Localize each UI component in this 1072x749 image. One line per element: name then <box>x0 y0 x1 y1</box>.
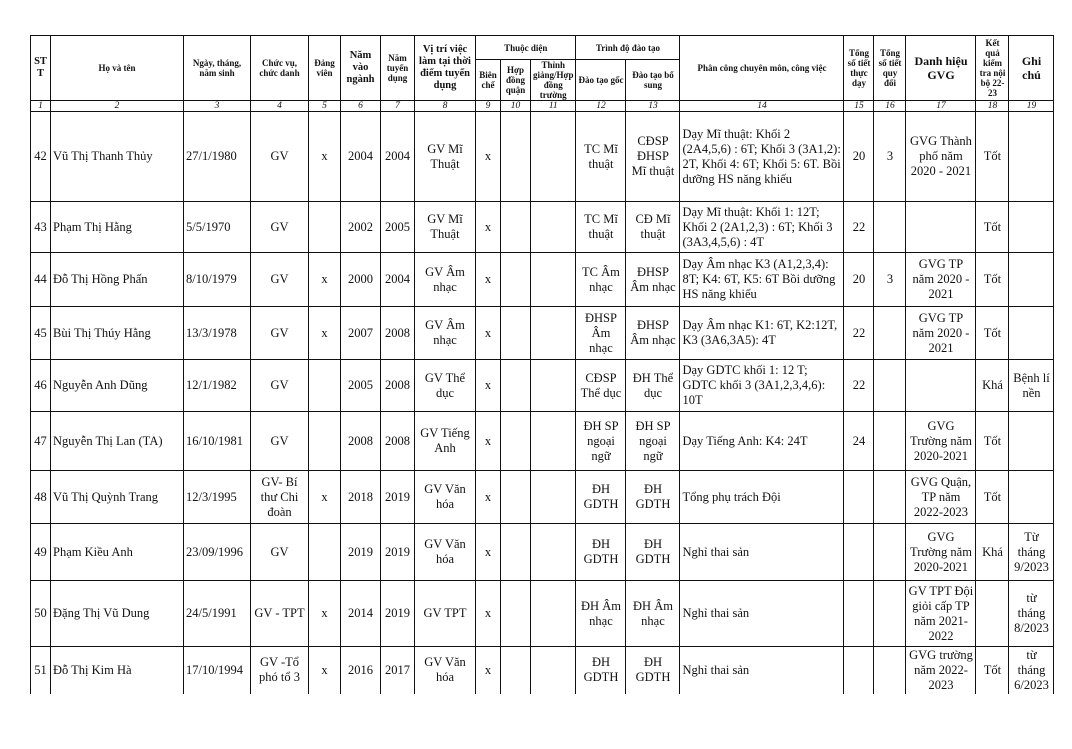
header-converted-periods: Tổng số tiết quy đổi <box>874 36 906 101</box>
cell-assignment: Nghỉ thai sản <box>680 524 844 581</box>
cell-party-member: x <box>309 647 341 694</box>
cell-gvg-title: GVG TP năm 2020 - 2021 <box>906 253 976 307</box>
cell-stt: 50 <box>31 581 51 647</box>
cell-party-member: x <box>309 307 341 360</box>
cell-position: GV Văn hóa <box>415 471 476 524</box>
cell-stt: 45 <box>31 307 51 360</box>
cell-role: GV <box>251 360 309 412</box>
cell-teaching-periods: 24 <box>844 412 874 471</box>
cell-additional-training: ĐH GDTH <box>626 471 680 524</box>
cell-name: Phạm Thị Hằng <box>51 202 184 253</box>
cell-position: GV Văn hóa <box>415 647 476 694</box>
cell-party-member: x <box>309 581 341 647</box>
cell-additional-training: ĐH GDTH <box>626 524 680 581</box>
column-number: 18 <box>976 101 1009 112</box>
cell-original-training: ĐH GDTH <box>576 647 626 694</box>
staff-table <box>30 35 1054 694</box>
cell-teaching-periods: 20 <box>844 112 874 202</box>
cell-year-hired: 2017 <box>381 647 415 694</box>
header-inspection-result: Kết quả kiểm tra nội bộ 22- 23 <box>976 36 1009 101</box>
cell-year-entered: 2016 <box>341 647 381 694</box>
header-original-training: Đào tạo gốc <box>576 60 626 101</box>
cell-gvg-title: GVG Thành phố năm 2020 - 2021 <box>906 112 976 202</box>
cell-position: GV TPT <box>415 581 476 647</box>
cell-name: Phạm Kiều Anh <box>51 524 184 581</box>
cell-converted-periods: 3 <box>874 253 906 307</box>
cell-school-contract <box>531 647 576 694</box>
cell-dob: 8/10/1979 <box>184 253 251 307</box>
cell-year-entered: 2002 <box>341 202 381 253</box>
cell-position: GV Thể dục <box>415 360 476 412</box>
cell-converted-periods <box>874 202 906 253</box>
cell-inspection-result: Tốt <box>976 253 1009 307</box>
cell-party-member: x <box>309 112 341 202</box>
cell-school-contract <box>531 412 576 471</box>
cell-year-entered: 2007 <box>341 307 381 360</box>
cell-teaching-periods: 22 <box>844 360 874 412</box>
cell-permanent-staff: x <box>476 360 501 412</box>
column-number: 17 <box>906 101 976 112</box>
cell-permanent-staff: x <box>476 307 501 360</box>
cell-stt: 47 <box>31 412 51 471</box>
cell-year-hired: 2008 <box>381 412 415 471</box>
cell-party-member: x <box>309 253 341 307</box>
header-school-contract: Thỉnh giảng/Hợp đồng trường <box>531 60 576 101</box>
cell-permanent-staff: x <box>476 253 501 307</box>
cell-assignment: Nghỉ thai sản <box>680 647 844 694</box>
cell-role: GV <box>251 202 309 253</box>
cell-converted-periods <box>874 581 906 647</box>
cell-district-contract <box>501 202 531 253</box>
cell-district-contract <box>501 360 531 412</box>
cell-original-training: TC Âm nhạc <box>576 253 626 307</box>
cell-year-entered: 2019 <box>341 524 381 581</box>
cell-teaching-periods: 22 <box>844 202 874 253</box>
cell-teaching-periods <box>844 647 874 694</box>
cell-original-training: TC Mĩ thuật <box>576 202 626 253</box>
column-number: 15 <box>844 101 874 112</box>
cell-stt: 46 <box>31 360 51 412</box>
cell-school-contract <box>531 307 576 360</box>
cell-name: Bùi Thị Thúy Hằng <box>51 307 184 360</box>
cell-district-contract <box>501 112 531 202</box>
column-number: 4 <box>251 101 309 112</box>
cell-school-contract <box>531 112 576 202</box>
cell-additional-training: ĐH Thể dục <box>626 360 680 412</box>
header-name: Họ và tên <box>51 36 184 101</box>
header-permanent-staff: Biên chế <box>476 60 501 101</box>
cell-party-member <box>309 524 341 581</box>
cell-name: Vũ Thị Thanh Thủy <box>51 112 184 202</box>
column-number: 12 <box>576 101 626 112</box>
cell-year-hired: 2008 <box>381 307 415 360</box>
cell-gvg-title <box>906 360 976 412</box>
cell-original-training: ĐH Âm nhạc <box>576 581 626 647</box>
cell-teaching-periods <box>844 471 874 524</box>
cell-original-training: ĐH SP ngoại ngữ <box>576 412 626 471</box>
cell-inspection-result: Tốt <box>976 112 1009 202</box>
cell-original-training: TC Mĩ thuật <box>576 112 626 202</box>
cell-role: GV- Bí thư Chi đoàn <box>251 471 309 524</box>
cell-role: GV <box>251 524 309 581</box>
cell-inspection-result: Khá <box>976 524 1009 581</box>
cell-district-contract <box>501 471 531 524</box>
cell-role: GV <box>251 412 309 471</box>
cell-additional-training: ĐHSP Âm nhạc <box>626 307 680 360</box>
column-number: 5 <box>309 101 341 112</box>
table-row <box>31 471 1054 524</box>
cell-notes <box>1009 112 1054 202</box>
column-number: 19 <box>1009 101 1054 112</box>
header-category-group: Thuộc diện <box>476 36 576 60</box>
header-year-hired: Năm tuyển dụng <box>381 36 415 101</box>
cell-dob: 23/09/1996 <box>184 524 251 581</box>
cell-assignment: Nghỉ thai sản <box>680 581 844 647</box>
cell-assignment: Dạy Âm nhạc K3 (A1,2,3,4): 8T; K4: 6T, K5: 6T Bồi dưỡng HS năng khiếu <box>680 253 844 307</box>
cell-teaching-periods <box>844 581 874 647</box>
header-teaching-periods: Tổng số tiết thực dạy <box>844 36 874 101</box>
cell-inspection-result: Tốt <box>976 412 1009 471</box>
cell-assignment: Dạy GDTC khối 1: 12 T; GDTC khối 3 (3A1,2,3,4,6): 10T <box>680 360 844 412</box>
cell-inspection-result <box>976 581 1009 647</box>
cell-year-entered: 2008 <box>341 412 381 471</box>
cell-permanent-staff: x <box>476 581 501 647</box>
cell-gvg-title: GVG trường năm 2022-2023 <box>906 647 976 694</box>
cell-stt: 43 <box>31 202 51 253</box>
cell-converted-periods <box>874 471 906 524</box>
header-role: Chức vụ, chức danh <box>251 36 309 101</box>
cell-district-contract <box>501 253 531 307</box>
cell-original-training: ĐH GDTH <box>576 524 626 581</box>
cell-additional-training: CĐ Mĩ thuật <box>626 202 680 253</box>
column-number: 13 <box>626 101 680 112</box>
header-assignment: Phân công chuyên môn, công việc <box>680 36 844 101</box>
header-additional-training: Đào tạo bổ sung <box>626 60 680 101</box>
cell-additional-training: ĐH Âm nhạc <box>626 581 680 647</box>
cell-assignment: Dạy Mĩ thuật: Khối 2 (2A4,5,6) : 6T; Khối 3 (3A1,2): 2T, Khối 4: 6T; Khối 5: 6T. Bồi dưỡng HS năng khiếu <box>680 112 844 202</box>
cell-dob: 5/5/1970 <box>184 202 251 253</box>
cell-inspection-result: Tốt <box>976 647 1009 694</box>
cell-district-contract <box>501 581 531 647</box>
cell-teaching-periods: 22 <box>844 307 874 360</box>
cell-year-hired: 2005 <box>381 202 415 253</box>
cell-school-contract <box>531 253 576 307</box>
cell-year-entered: 2000 <box>341 253 381 307</box>
cell-notes <box>1009 307 1054 360</box>
cell-permanent-staff: x <box>476 412 501 471</box>
cell-assignment: Dạy Âm nhạc K1: 6T, K2:12T, K3 (3A6,3A5): 4T <box>680 307 844 360</box>
column-number: 3 <box>184 101 251 112</box>
header-position: Vị trí việc làm tại thời điểm tuyển dụng <box>415 36 476 101</box>
cell-notes: Bệnh lí nền <box>1009 360 1054 412</box>
cell-stt: 44 <box>31 253 51 307</box>
cell-district-contract <box>501 412 531 471</box>
cell-role: GV - TPT <box>251 581 309 647</box>
cell-school-contract <box>531 360 576 412</box>
cell-teaching-periods: 20 <box>844 253 874 307</box>
cell-notes: Từ tháng 9/2023 <box>1009 524 1054 581</box>
cell-role: GV <box>251 253 309 307</box>
header-notes: Ghi chú <box>1009 36 1054 101</box>
header-year-entered: Năm vào ngành <box>341 36 381 101</box>
table-row <box>31 253 1054 307</box>
cell-converted-periods <box>874 360 906 412</box>
cell-notes <box>1009 412 1054 471</box>
cell-permanent-staff: x <box>476 524 501 581</box>
header-gvg-title: Danh hiệu GVG <box>906 36 976 101</box>
cell-stt: 42 <box>31 112 51 202</box>
table-row <box>31 412 1054 471</box>
cell-year-hired: 2004 <box>381 112 415 202</box>
table-body <box>31 112 1054 694</box>
table-row <box>31 202 1054 253</box>
cell-assignment: Dạy Tiếng Anh: K4: 24T <box>680 412 844 471</box>
cell-name: Vũ Thị Quỳnh Trang <box>51 471 184 524</box>
cell-name: Nguyễn Anh Dũng <box>51 360 184 412</box>
cell-name: Đỗ Thị Hồng Phấn <box>51 253 184 307</box>
cell-additional-training: CĐSP ĐHSP Mĩ thuật <box>626 112 680 202</box>
cell-gvg-title: GVG Trường năm 2020-2021 <box>906 524 976 581</box>
cell-gvg-title: GVG Quận, TP năm 2022-2023 <box>906 471 976 524</box>
cell-notes: từ tháng 6/2023 <box>1009 647 1054 694</box>
cell-year-hired: 2019 <box>381 581 415 647</box>
cell-gvg-title: GVG TP năm 2020 - 2021 <box>906 307 976 360</box>
column-number: 10 <box>501 101 531 112</box>
column-number-row <box>31 101 1054 112</box>
cell-position: GV Tiếng Anh <box>415 412 476 471</box>
cell-gvg-title: GVG Trường năm 2020-2021 <box>906 412 976 471</box>
cell-year-entered: 2004 <box>341 112 381 202</box>
column-number: 16 <box>874 101 906 112</box>
cell-original-training: CĐSP Thể dục <box>576 360 626 412</box>
table-row <box>31 112 1054 202</box>
cell-position: GV Âm nhạc <box>415 307 476 360</box>
cell-role: GV -Tổ phó tổ 3 <box>251 647 309 694</box>
cell-year-hired: 2004 <box>381 253 415 307</box>
cell-dob: 13/3/1978 <box>184 307 251 360</box>
cell-additional-training: ĐHSP Âm nhạc <box>626 253 680 307</box>
cell-permanent-staff: x <box>476 202 501 253</box>
cell-dob: 16/10/1981 <box>184 412 251 471</box>
cell-role: GV <box>251 112 309 202</box>
cell-dob: 12/3/1995 <box>184 471 251 524</box>
cell-original-training: ĐH GDTH <box>576 471 626 524</box>
cell-gvg-title: GV TPT Đội giỏi cấp TP năm 2021-2022 <box>906 581 976 647</box>
header-party-member: Đảng viên <box>309 36 341 101</box>
cell-role: GV <box>251 307 309 360</box>
column-number: 9 <box>476 101 501 112</box>
cell-stt: 49 <box>31 524 51 581</box>
cell-year-hired: 2008 <box>381 360 415 412</box>
cell-converted-periods <box>874 307 906 360</box>
cell-notes: từ tháng 8/2023 <box>1009 581 1054 647</box>
header-training-group: Trình độ đào tạo <box>576 36 680 60</box>
cell-school-contract <box>531 471 576 524</box>
cell-stt: 48 <box>31 471 51 524</box>
column-number: 7 <box>381 101 415 112</box>
cell-dob: 17/10/1994 <box>184 647 251 694</box>
cell-name: Nguyễn Thị Lan (TA) <box>51 412 184 471</box>
table-row <box>31 647 1054 694</box>
cell-assignment: Dạy Mĩ thuật: Khối 1: 12T; Khối 2 (2A1,2,3) : 6T; Khối 3 (3A3,4,5,6) : 4T <box>680 202 844 253</box>
cell-district-contract <box>501 524 531 581</box>
cell-position: GV Văn hóa <box>415 524 476 581</box>
cell-notes <box>1009 253 1054 307</box>
staff-table-sheet <box>30 35 1054 694</box>
cell-gvg-title <box>906 202 976 253</box>
cell-district-contract <box>501 647 531 694</box>
cell-year-entered: 2005 <box>341 360 381 412</box>
cell-name: Đỗ Thị Kim Hà <box>51 647 184 694</box>
cell-school-contract <box>531 581 576 647</box>
cell-teaching-periods <box>844 524 874 581</box>
cell-inspection-result: Tốt <box>976 471 1009 524</box>
header-dob: Ngày, tháng, năm sinh <box>184 36 251 101</box>
cell-position: GV Mĩ Thuật <box>415 112 476 202</box>
cell-inspection-result: Khá <box>976 360 1009 412</box>
table-row <box>31 581 1054 647</box>
table-row <box>31 307 1054 360</box>
cell-district-contract <box>501 307 531 360</box>
cell-party-member <box>309 412 341 471</box>
cell-party-member <box>309 360 341 412</box>
cell-converted-periods <box>874 412 906 471</box>
cell-converted-periods <box>874 524 906 581</box>
header-district-contract: Hợp đồng quận <box>501 60 531 101</box>
column-number: 2 <box>51 101 184 112</box>
cell-additional-training: ĐH GDTH <box>626 647 680 694</box>
cell-year-entered: 2018 <box>341 471 381 524</box>
cell-name: Đặng Thị Vũ Dung <box>51 581 184 647</box>
cell-party-member <box>309 202 341 253</box>
cell-stt: 51 <box>31 647 51 694</box>
cell-year-hired: 2019 <box>381 524 415 581</box>
cell-position: GV Mĩ Thuật <box>415 202 476 253</box>
header-stt: ST T <box>31 36 51 101</box>
cell-school-contract <box>531 524 576 581</box>
column-number: 11 <box>531 101 576 112</box>
cell-dob: 12/1/1982 <box>184 360 251 412</box>
cell-additional-training: ĐH SP ngoại ngữ <box>626 412 680 471</box>
cell-permanent-staff: x <box>476 471 501 524</box>
column-number: 14 <box>680 101 844 112</box>
cell-dob: 27/1/1980 <box>184 112 251 202</box>
cell-permanent-staff: x <box>476 112 501 202</box>
cell-notes <box>1009 202 1054 253</box>
cell-dob: 24/5/1991 <box>184 581 251 647</box>
cell-notes <box>1009 471 1054 524</box>
cell-year-entered: 2014 <box>341 581 381 647</box>
cell-position: GV Âm nhạc <box>415 253 476 307</box>
cell-inspection-result: Tốt <box>976 202 1009 253</box>
column-number: 8 <box>415 101 476 112</box>
column-number: 1 <box>31 101 51 112</box>
table-row <box>31 360 1054 412</box>
table-row <box>31 524 1054 581</box>
cell-party-member: x <box>309 471 341 524</box>
cell-converted-periods: 3 <box>874 112 906 202</box>
cell-year-hired: 2019 <box>381 471 415 524</box>
cell-school-contract <box>531 202 576 253</box>
cell-assignment: Tổng phụ trách Đội <box>680 471 844 524</box>
cell-converted-periods <box>874 647 906 694</box>
cell-permanent-staff: x <box>476 647 501 694</box>
cell-inspection-result: Tốt <box>976 307 1009 360</box>
cell-original-training: ĐHSP Âm nhạc <box>576 307 626 360</box>
column-number: 6 <box>341 101 381 112</box>
